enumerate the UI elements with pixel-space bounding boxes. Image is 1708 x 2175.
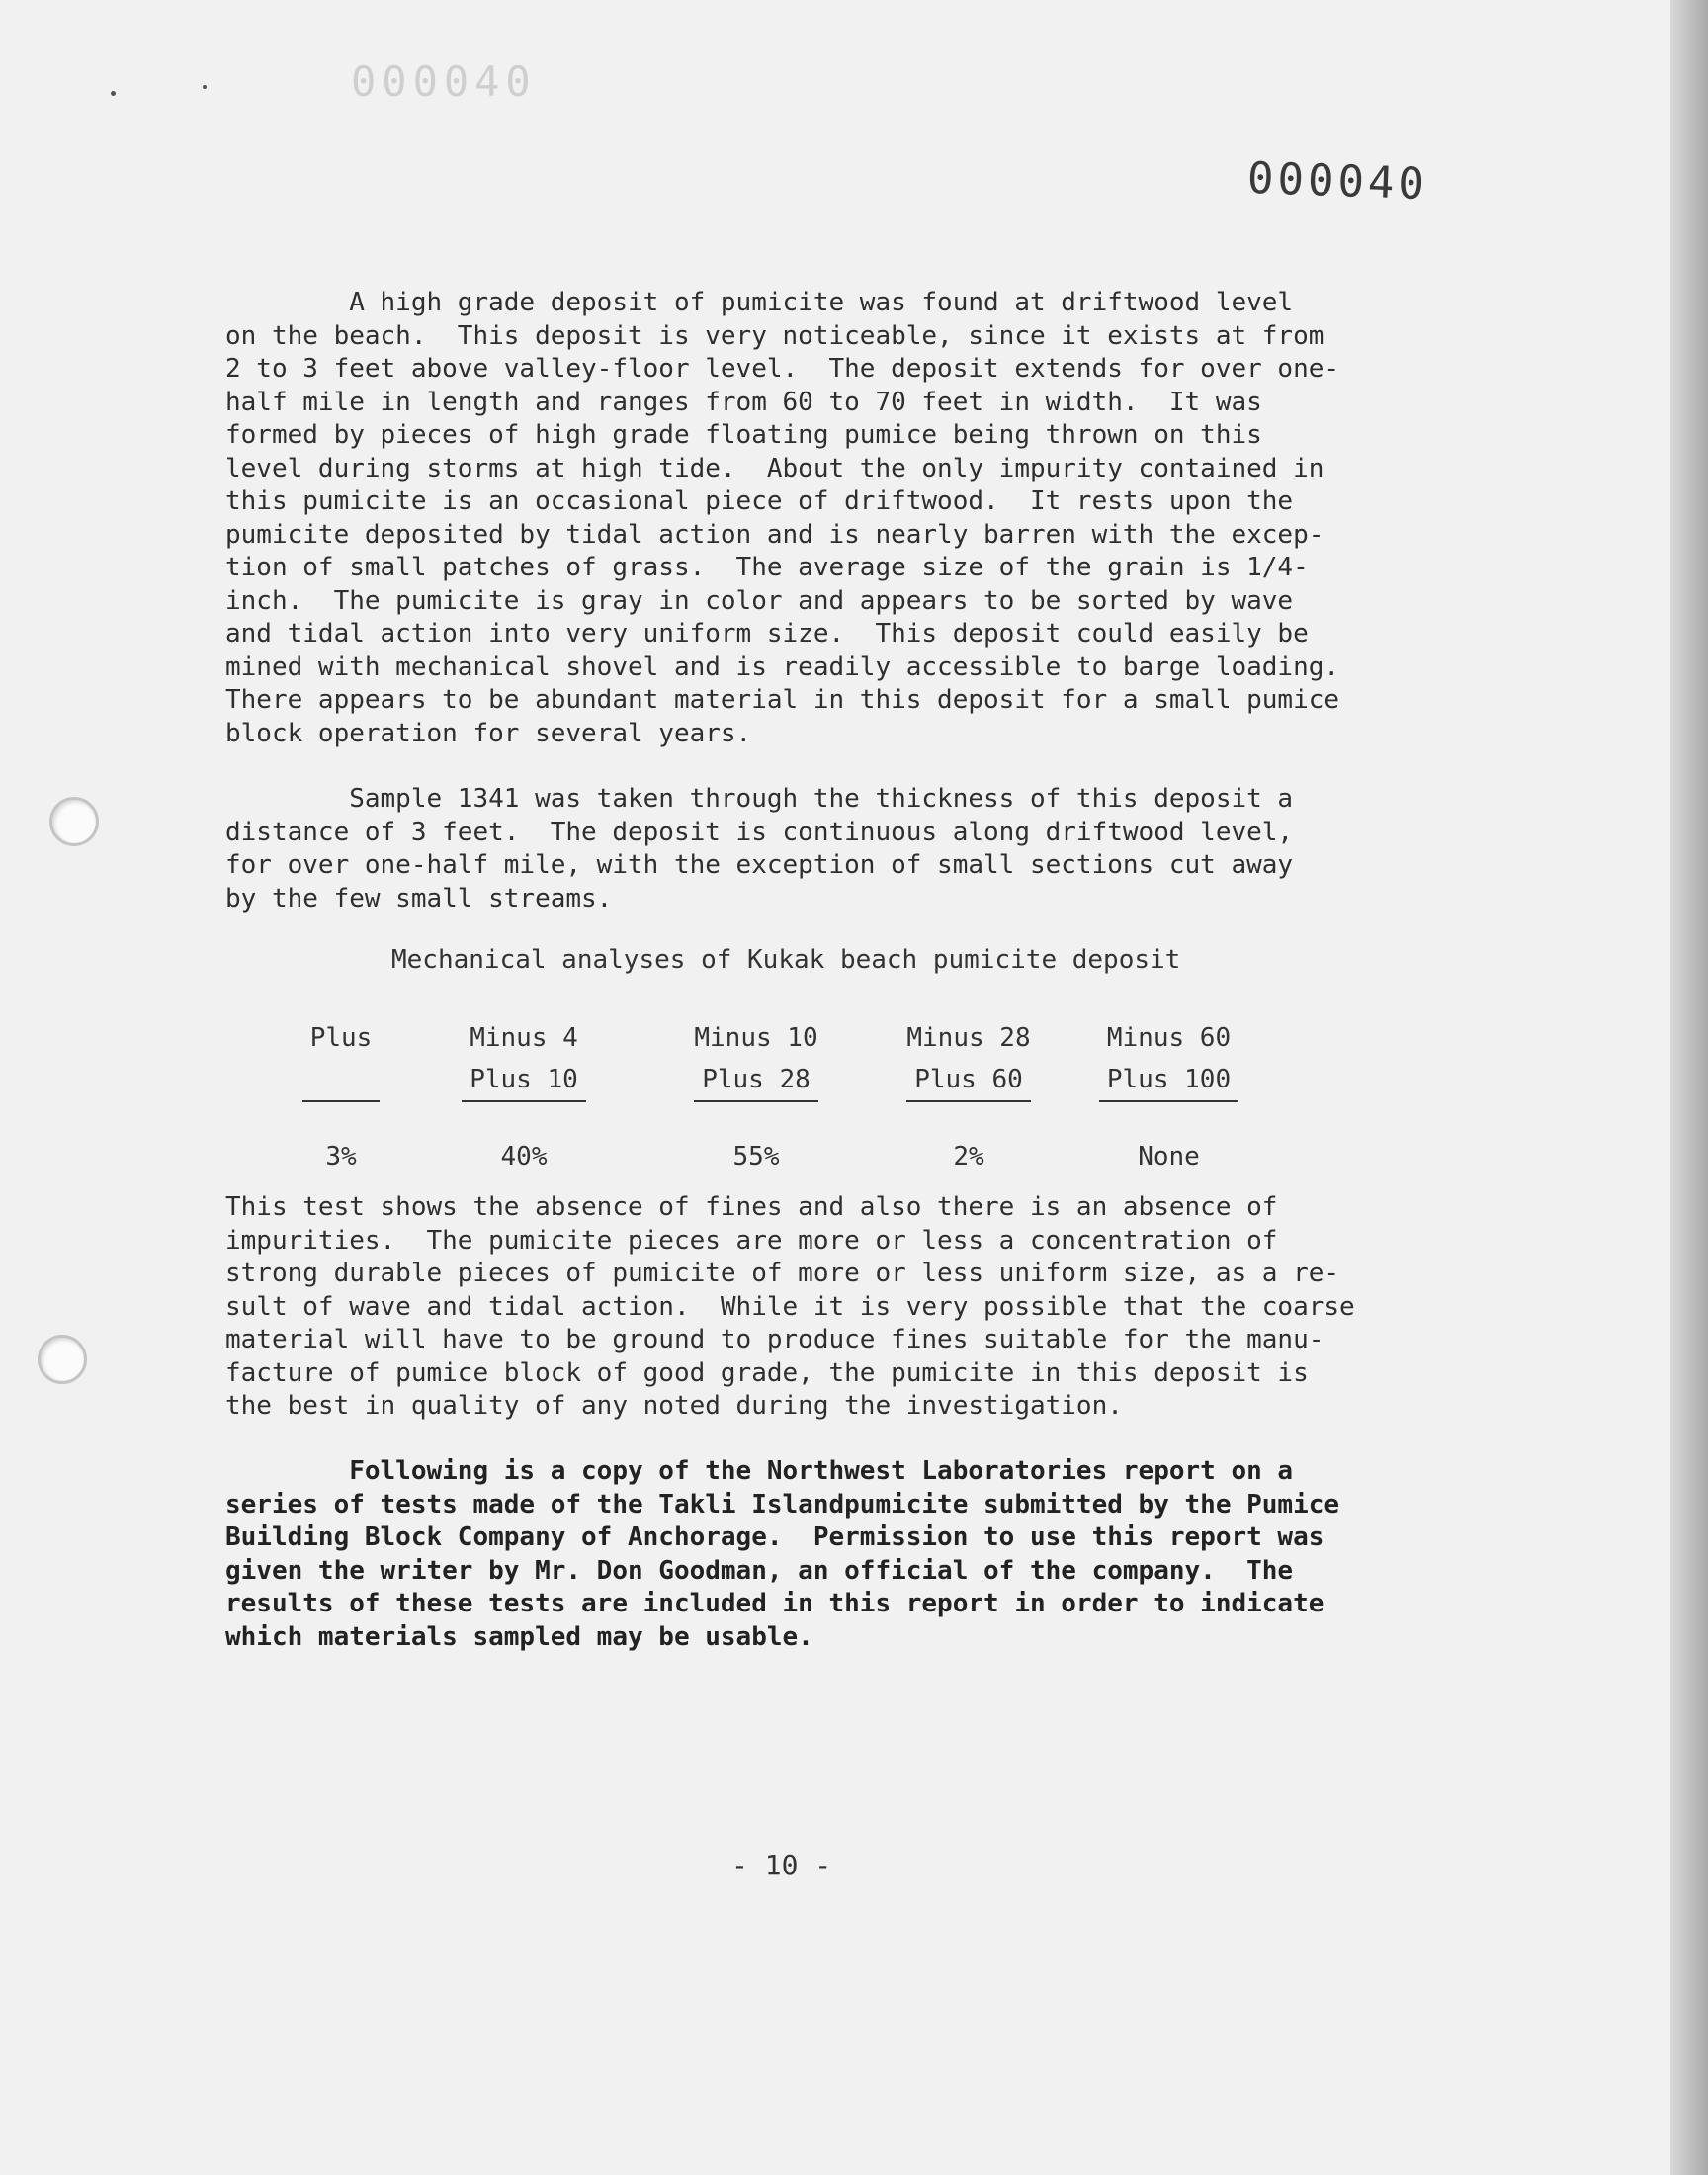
paragraph-test-results: This test shows the absence of fines and also there is an absence of impurities. The pumicite pieces are more or less a concentration of strong durable pieces of pumicite of more or less uniform size, as a re- sult of wave and tidal action. While it is very possible that the coarse material will have to be ground to produce fines suitable for the manu- facture of pumice block of good grade, the pumicite in this deposit is the best in quality of any noted during the investigation. [225, 1192, 1355, 1421]
column-header-top: Minus 4 [470, 1023, 578, 1053]
column-value: 2% [953, 1142, 984, 1172]
table-column-minus28-plus60 [895, 1017, 1043, 1174]
table-column-minus60-plus100 [1092, 1017, 1245, 1174]
table-column-plus [297, 1017, 385, 1174]
ghost-document-number: 000040 [351, 57, 537, 106]
table-title: Mechanical analyses of Kukak beach pumicite deposit [391, 945, 1181, 975]
page-number: - 10 - [731, 1849, 832, 1881]
table-column-minus10-plus28 [682, 1017, 830, 1174]
column-value: 55% [732, 1142, 780, 1172]
punch-hole [38, 1335, 87, 1384]
column-header-bottom [302, 1059, 381, 1102]
column-header-top: Plus [309, 1023, 373, 1053]
column-header-top: Minus 10 [694, 1023, 818, 1053]
column-header-top: Minus 60 [1106, 1023, 1232, 1053]
column-header-bottom: Plus 100 [1099, 1059, 1238, 1102]
ink-speck [203, 85, 207, 89]
column-header-bottom: Plus 28 [694, 1059, 818, 1102]
column-value: 3% [325, 1142, 357, 1172]
column-header-bottom: Plus 10 [462, 1059, 586, 1102]
paragraph-beach-deposit: A high grade deposit of pumicite was found at driftwood level on the beach. This deposit is very noticeable, since it exists at from 2 to 3 feet above valley-floor level. The deposit extends for over one- half mile in length and ranges from 60 to 70 feet in width. It was formed by pieces of high grade floating pumice being thrown on this level during storms at high tide. About the only impurity contained in this pumicite is an occasional piece of driftwood. It rests upon the pumicite deposited by tidal action and is nearly barren with the excep- tion of small patches of grass. The average size of the grain is 1/4- inch. The pumicite is gray in color and appears to be sorted by wave and tidal action into very uniform size. This deposit could easily be mined with mechanical shovel and is readily accessible to barge loading. There appears to be abundant material in this deposit for a small pumice block operation for several years. [225, 288, 1340, 748]
table-column-minus4-plus10 [450, 1017, 598, 1174]
paragraph-sample-1341: Sample 1341 was taken through the thickness of this deposit a distance of 3 feet. The deposit is continuous along driftwood level, for over one-half mile, with the exception of small sections cut away by the few small streams. [225, 784, 1294, 914]
punch-hole [49, 797, 99, 846]
paragraph-northwest-laboratories: Following is a copy of the Northwest Laboratories report on a series of tests made of the Takli Islandpumicite submitted by the Pumice Building Block Company of Anchorage. Permission to use this report was given the writer by Mr. Don Goodman, an official of the company. The results of these tests are included in this report in order to indicate which materials sampled may be usable. [225, 1456, 1340, 1652]
column-header-bottom: Plus 60 [906, 1059, 1031, 1102]
document-number: 000040 [1246, 152, 1429, 211]
column-header-top: Minus 28 [906, 1023, 1031, 1053]
column-value: None [1138, 1142, 1200, 1172]
page-edge-shadow [1670, 0, 1708, 2175]
column-value: 40% [500, 1142, 548, 1172]
ink-speck [111, 91, 116, 96]
